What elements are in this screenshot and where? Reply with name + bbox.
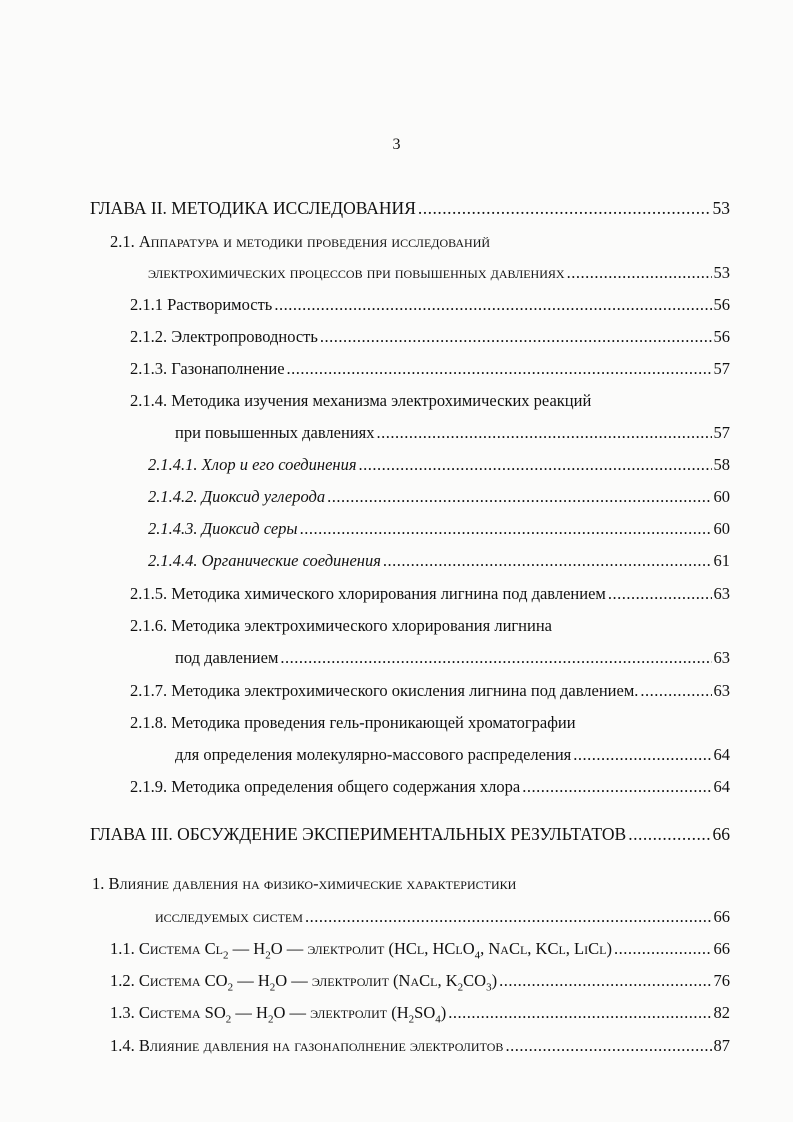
page-ref: 66	[713, 939, 730, 958]
toc-entry-2-1-1[interactable]: 2.1.1 Растворимость ..... 56	[130, 295, 730, 315]
toc-entry-1-1[interactable]	[110, 939, 730, 962]
toc-entry-2-1-8-line1: 2.1.8. Методика проведения гель-проникающей хроматографии	[130, 713, 576, 732]
page-ref: 64	[713, 777, 730, 796]
page-ref: 66	[712, 824, 730, 844]
page-ref: 61	[713, 551, 730, 570]
page-ref: 76	[713, 971, 730, 990]
toc-entry-1-4[interactable]: 1.4. Влияние давления на газонаполнение электролитов ..... 87	[110, 1036, 730, 1056]
page-ref: 58	[713, 455, 730, 474]
page-ref: 63	[713, 584, 730, 603]
toc-entry-1-2[interactable]	[110, 971, 730, 994]
toc-entry-1-2-text: 1.2. Система $CO_2$ — $H_2O$ — электролит (NaCl, $K_2CO_3$)	[110, 971, 498, 994]
toc-entry-1-3[interactable]	[110, 1003, 730, 1026]
toc-entry-2-1-4[interactable]: при повышенных давлениях ..... 57	[175, 423, 730, 443]
page-ref: 64	[713, 745, 730, 764]
toc-entry-2-1-3[interactable]: 2.1.3. Газонаполнение ..... 57	[130, 359, 730, 379]
page-ref: 66	[713, 907, 730, 926]
toc-entry-1-1-text: 1.1. Система $Cl_2$ — $H_2O$ — электролит (HCl, HClO$_4$, NaCl, KCl, LiCl)	[110, 939, 612, 962]
page-ref: 53	[712, 198, 730, 218]
toc-entry-2-1-6-line1: 2.1.6. Методика электрохимического хлорирования лигнина	[130, 616, 552, 635]
toc-entry-2-1-7[interactable]: 2.1.7. Методика электрохимического окисления лигнина под давлением. ..... 63	[130, 681, 730, 701]
page-ref: 57	[713, 359, 730, 378]
page-ref: 56	[713, 295, 730, 314]
toc-entry-2-1-5[interactable]: 2.1.5. Методика химического хлорирования лигнина под давлением ..... 63	[130, 584, 730, 604]
page-ref: 56	[713, 327, 730, 346]
toc-entry-2-1-4-1[interactable]: 2.1.4.1. Хлор и его соединения ..... 58	[148, 455, 730, 475]
page-ref: 60	[713, 519, 730, 538]
toc-entry-2-1-4-3[interactable]: 2.1.4.3. Диоксид серы ..... 60	[148, 519, 730, 539]
toc-entry-2-1-4-line1: 2.1.4. Методика изучения механизма электрохимических реакций	[130, 391, 592, 410]
page-ref: 82	[713, 1003, 730, 1022]
toc-entry-2-1-8[interactable]: для определения молекулярно-массового распределения ..... 64	[175, 745, 730, 765]
toc-entry-2-1-9[interactable]: 2.1.9. Методика определения общего содержания хлора ..... 64	[130, 777, 730, 797]
toc-entry-chapter-2[interactable]: ГЛАВА II. МЕТОДИКА ИССЛЕДОВАНИЯ ..... 53	[90, 198, 730, 218]
page-number: 3	[392, 136, 401, 153]
toc-entry-2-1[interactable]: электрохимических процессов при повышенных давлениях ..... 53	[148, 263, 730, 283]
page-ref: 63	[713, 681, 730, 700]
toc-entry-1[interactable]: исследуемых систем ..... 66	[155, 907, 730, 927]
toc-entry-chapter-3[interactable]: ГЛАВА III. ОБСУЖДЕНИЕ ЭКСПЕРИМЕНТАЛЬНЫХ РЕЗУЛЬТАТОВ ..... 66	[90, 824, 730, 844]
page-ref: 87	[713, 1036, 730, 1055]
page-ref: 57	[713, 423, 730, 442]
page-ref: 63	[713, 648, 730, 667]
toc-entry-1-3-text: 1.3. Система $SO_2$ — $H_2O$ — электролит $(H_2SO_4)$	[110, 1003, 447, 1026]
toc-entry-2-1-4-4[interactable]: 2.1.4.4. Органические соединения ..... 61	[148, 551, 730, 571]
page-ref: 60	[713, 487, 730, 506]
toc-entry-2-1-6[interactable]: под давлением ..... 63	[175, 648, 730, 668]
toc-entry-2-1-line1: 2.1. Аппаратура и методики проведения исследований	[110, 232, 491, 251]
toc-entry-2-1-2[interactable]: 2.1.2. Электропроводность ..... 56	[130, 327, 730, 347]
toc-entry-1-line1: 1. Влияние давления на физико-химические характеристики	[92, 874, 517, 893]
toc-entry-2-1-4-2[interactable]: 2.1.4.2. Диоксид углерода ..... 60	[148, 487, 730, 507]
page-ref: 53	[713, 263, 730, 282]
